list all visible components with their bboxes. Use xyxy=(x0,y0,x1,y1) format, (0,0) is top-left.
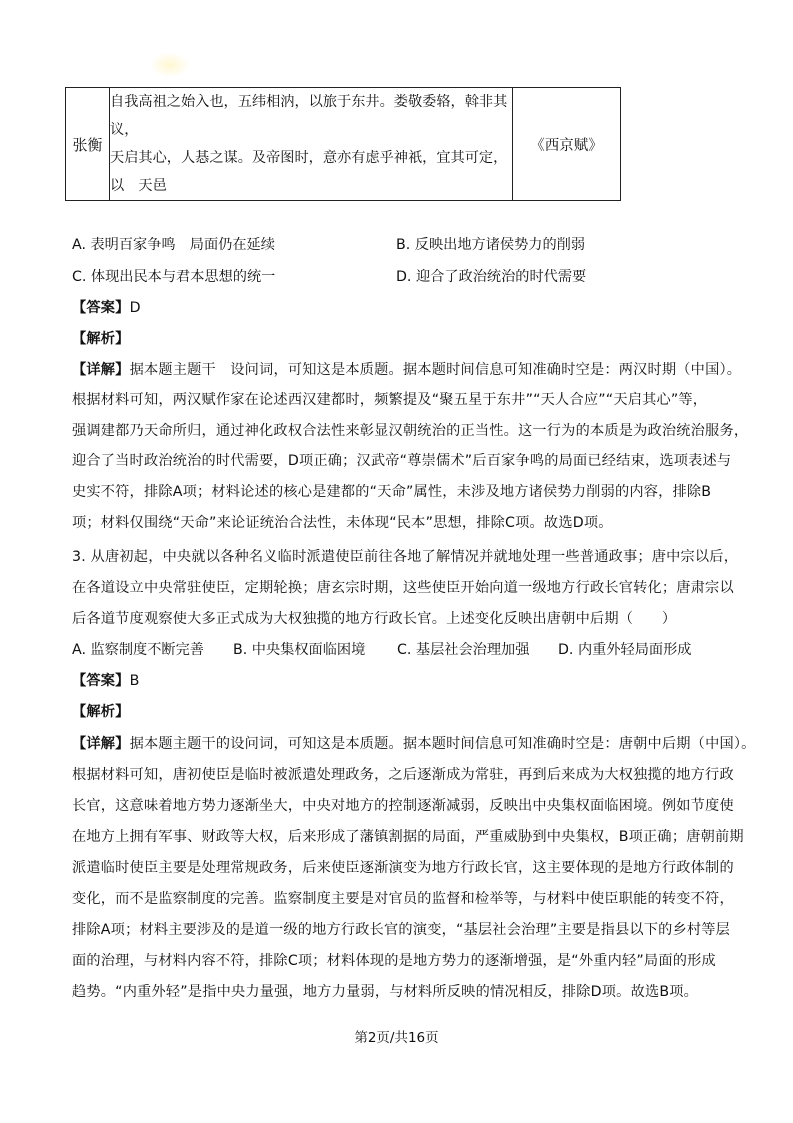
q3-detail-line: 面的治理，与材料内容不符，排除C项；材料体现的是地方势力的逐渐增强，是“外重内轻”局面的形成 xyxy=(72,953,716,969)
q2-detail-line: 【详解】据本题主题干 设问词，可知这是本质题。据本题时间信息可知准确时空是：两汉时期（中国）。 xyxy=(72,362,742,378)
detail-tag: 【详解】 xyxy=(72,362,130,378)
q3-option-c: C. 基层社会治理加强 xyxy=(397,642,530,658)
q2-option-b: B. 反映出地方诸侯势力的削弱 xyxy=(396,237,586,253)
q2-detail-line: 项；材料仅围绕“天命”来论证统治合法性，未体现“民本”思想，排除C项。故选D项。 xyxy=(72,515,613,531)
answer-value: B xyxy=(129,673,140,689)
q3-option-d: D. 内重外轻局面形成 xyxy=(558,642,692,658)
q2-option-d: D. 迎合了政治统治的时代需要 xyxy=(396,269,587,285)
q3-option-a: A. 监察制度不断完善 xyxy=(72,642,204,658)
q2-detail-line: 迎合了当时政治统治的时代需要，D项正确；汉武帝“尊崇儒术”后百家争鸣的局面已经结束，选项表述与 xyxy=(72,453,732,469)
q2-analysis-heading: 【解析】 xyxy=(72,331,130,347)
q3-detail-line: 长官，这意味着地方势力逐渐坐大，中央对地方的控制逐渐减弱，反映出中央集权面临困境。例如节度使 xyxy=(72,798,734,814)
page-footer: 第2页/共16页 xyxy=(354,1030,439,1046)
answer-tag: 【答案】 xyxy=(72,673,130,689)
q3-stem-line: 在各道设立中央常驻使臣，定期轮换；唐玄宗时期，这些使臣开始向道一级地方行政长官转化；唐肃宗以 xyxy=(72,580,734,596)
table-text-line: 自我高祖之始入也，五纬相汭，以旅于东井。娄敬委辂，斡非其议， xyxy=(110,94,508,138)
q3-detail-line: 趋势。“内重外轻”是指中央力量强，地方力量弱，与材料所反映的情况相反，排除D项。故选B项。 xyxy=(72,984,699,1000)
q3-detail-line: 排除A项；材料主要涉及的是道一级的地方行政长官的演变，“基层社会治理”主要是指县以下的乡村等层 xyxy=(72,922,731,938)
q3-option-b: B. 中央集权面临困境 xyxy=(233,642,366,658)
q3-detail-line: 派遣临时使臣主要是处理常规政务，后来使臣逐渐演变为地方行政长官，这主要体现的是地方行政体制的 xyxy=(72,860,734,876)
q3-stem-line: 后各道节度观察使大多正式成为大权独揽的地方行政长官。上述变化反映出唐朝中后期（ ） xyxy=(72,611,677,627)
table-source: 《西京赋》 xyxy=(513,88,621,201)
table-text xyxy=(110,88,513,201)
table-author: 张衡 xyxy=(66,88,110,201)
q2-option-c: C. 体现出民本与君本思想的统一 xyxy=(72,269,276,285)
table-text-line: 以 天邑 xyxy=(110,178,167,194)
q3-detail-line: 【详解】据本题主题干的设问词，可知这是本质题。据本题时间信息可知准确时空是：唐朝中后期（中国）。 xyxy=(72,736,756,752)
q3-detail-line: 在地方上拥有军事、财政等大权，后来形成了藩镇割据的局面，严重威胁到中央集权，B项正确；唐朝前期 xyxy=(72,829,744,845)
answer-value: D xyxy=(129,300,141,316)
q3-detail-line: 根据材料可知，唐初使臣是临时被派遣处理政务，之后逐渐成为常驻，再到后来成为大权独揽的地方行政 xyxy=(72,767,734,783)
q3-answer xyxy=(72,670,140,690)
q2-answer xyxy=(72,297,141,317)
table-text-line: 天启其心，人惎之谋。及帝图时，意亦有虑乎神祇，宜其可定， xyxy=(110,150,508,166)
q2-detail-line: 根据材料可知，两汉赋作家在论述西汉建都时，频繁提及“聚五星于东井”“天人合应”“天启其心”等， xyxy=(72,392,708,408)
q3-detail-line: 变化，而不是监察制度的完善。监察制度主要是对官员的监督和检举等，与材料中使臣职能的转变不符， xyxy=(72,891,734,907)
q2-detail-line: 强调建都乃天命所归，通过神化政权合法性来彰显汉朝统治的正当性。这一行为的本质是为政治统治服务， xyxy=(72,423,749,439)
q2-detail-line: 史实不符，排除A项；材料论述的核心是建都的“天命”属性，未涉及地方诸侯势力削弱的内容，排除B xyxy=(72,484,712,500)
answer-tag: 【答案】 xyxy=(72,300,130,316)
q2-option-a: A. 表明百家争鸣 局面仍在延续 xyxy=(72,237,275,253)
q3-stem-line: 3. 从唐初起，中央就以各种名义临时派遣使臣前往各地了解情况并就地处理一些普通政事；唐中宗以后， xyxy=(72,549,739,565)
q3-analysis-heading: 【解析】 xyxy=(72,704,130,720)
detail-tag: 【详解】 xyxy=(72,736,130,752)
scan-smudge xyxy=(150,52,190,78)
material-table xyxy=(65,87,621,201)
